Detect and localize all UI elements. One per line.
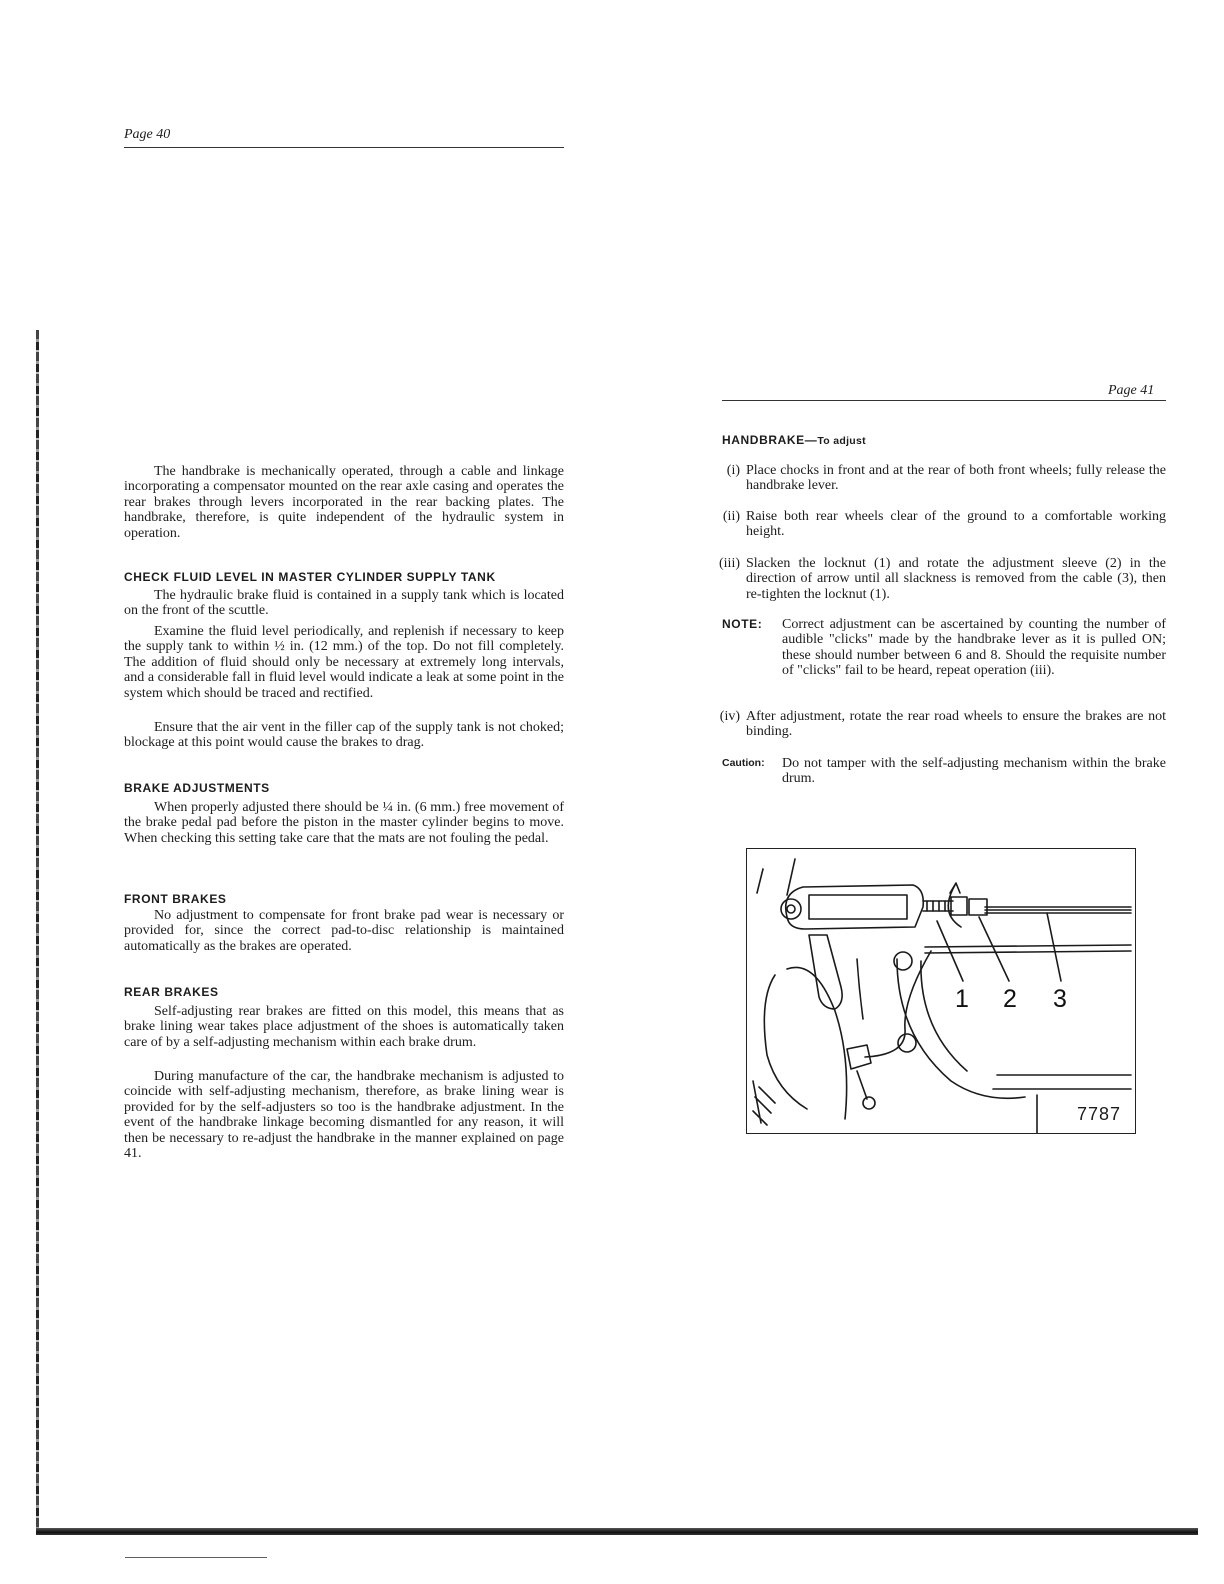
note-block [722, 617, 1166, 679]
handbrake-heading-main: HANDBRAKE— [722, 433, 818, 447]
callout-1: 1 [955, 985, 969, 1013]
fluid-paragraph-1: The hydraulic brake fluid is contained in a supply tank which is located on the front of the scuttle. [124, 588, 564, 619]
fluid-paragraph-3: Ensure that the air vent in the filler cap of the supply tank is not choked; blockage at this point would cause the brakes to drag. [124, 720, 564, 751]
left-header-rule [124, 147, 564, 148]
handbrake-heading [722, 433, 866, 447]
caution-text: Do not tamper with the self-adjusting mechanism within the brake drum. [782, 756, 1166, 787]
left-page-number: Page 40 [124, 127, 171, 142]
step-text: Raise both rear wheels clear of the ground to a comfortable working height. [746, 509, 1166, 540]
step-text: Slacken the locknut (1) and rotate the adjustment sleeve (2) in the direction of arrow until all slackness is removed from the cable (3), then re-tighten the locknut (1). [746, 556, 1166, 602]
section-heading-rear-brakes: REAR BRAKES [124, 985, 219, 999]
rear-brakes-paragraph-2: During manufacture of the car, the handbrake mechanism is adjusted to coincide with self-adjusting mechanism, therefore, as brake lining wear is provided for by the self-adjusters so too is the handbrake adjustment. In the event of the handbrake linkage becoming dismantled for any reason, it will then be necessary to re-adjust the handbrake in the manner explained on page 41. [124, 1069, 564, 1162]
right-page-number: Page 41 [1108, 383, 1155, 398]
handbrake-adjustment-figure [746, 848, 1136, 1134]
underline-mark [125, 1557, 267, 1558]
front-brakes-paragraph: No adjustment to compensate for front brake pad wear is necessary or provided for, since the correct pad-to-disc relationship is maintained automatically as the brakes are operated. [124, 908, 564, 954]
intro-paragraph: The handbrake is mechanically operated, through a cable and linkage incorporating a compensator mounted on the rear axle casing and operates the rear brakes through levers incorporated in the rear backing plates. The handbrake, therefore, is quite independent of the hydraulic system in operation. [124, 464, 564, 541]
callout-3: 3 [1053, 985, 1067, 1013]
step-3 [716, 556, 1166, 602]
step-number: (iv) [719, 709, 740, 724]
section-heading-front-brakes: FRONT BRAKES [124, 892, 227, 906]
step-4 [716, 709, 1166, 740]
binding-edge [36, 330, 39, 1535]
handbrake-diagram [747, 849, 1135, 1133]
step-number: (iii) [719, 556, 740, 571]
page-bottom-edge [36, 1528, 1198, 1535]
figure-number: 7787 [1076, 1104, 1121, 1124]
note-label: NOTE: [722, 617, 763, 631]
section-heading-fluid-level: CHECK FLUID LEVEL IN MASTER CYLINDER SUPPLY TANK [124, 570, 496, 584]
step-number: (ii) [722, 509, 740, 524]
step-text: After adjustment, rotate the rear road wheels to ensure the brakes are not binding. [746, 709, 1166, 740]
step-1 [716, 463, 1166, 494]
right-header-rule [722, 400, 1166, 401]
callout-2: 2 [1003, 985, 1017, 1013]
step-text: Place chocks in front and at the rear of both front wheels; fully release the handbrake lever. [746, 463, 1166, 494]
caution-block [722, 756, 1166, 787]
section-heading-brake-adjustments: BRAKE ADJUSTMENTS [124, 781, 270, 795]
step-2 [716, 509, 1166, 540]
step-number: (i) [726, 463, 740, 478]
rear-brakes-paragraph-1: Self-adjusting rear brakes are fitted on this model, this means that as brake lining wear takes place adjustment of the shoes is automatically taken care of by a self-adjusting mechanism within each brake drum. [124, 1004, 564, 1050]
caution-label: Caution: [722, 757, 765, 769]
handbrake-heading-sub: To adjust [817, 435, 866, 447]
note-text: Correct adjustment can be ascertained by counting the number of audible "clicks" made by the handbrake lever as it is pulled ON; these should number between 6 and 8. Should the requisite number of "clicks" fail to be heard, repeat operation (iii). [782, 617, 1166, 679]
brake-adjustments-paragraph: When properly adjusted there should be ¼ in. (6 mm.) free movement of the brake pedal pad before the piston in the master cylinder begins to move. When checking this setting take care that the mats are not fouling the pedal. [124, 800, 564, 846]
fluid-paragraph-2: Examine the fluid level periodically, and replenish if necessary to keep the supply tank to within ½ in. (12 mm.) of the top. Do not fill completely. The addition of fluid should only be necessary at extremely long intervals, and a considerable fall in fluid level would indicate a leak at some point in the system which should be traced and rectified. [124, 624, 564, 701]
